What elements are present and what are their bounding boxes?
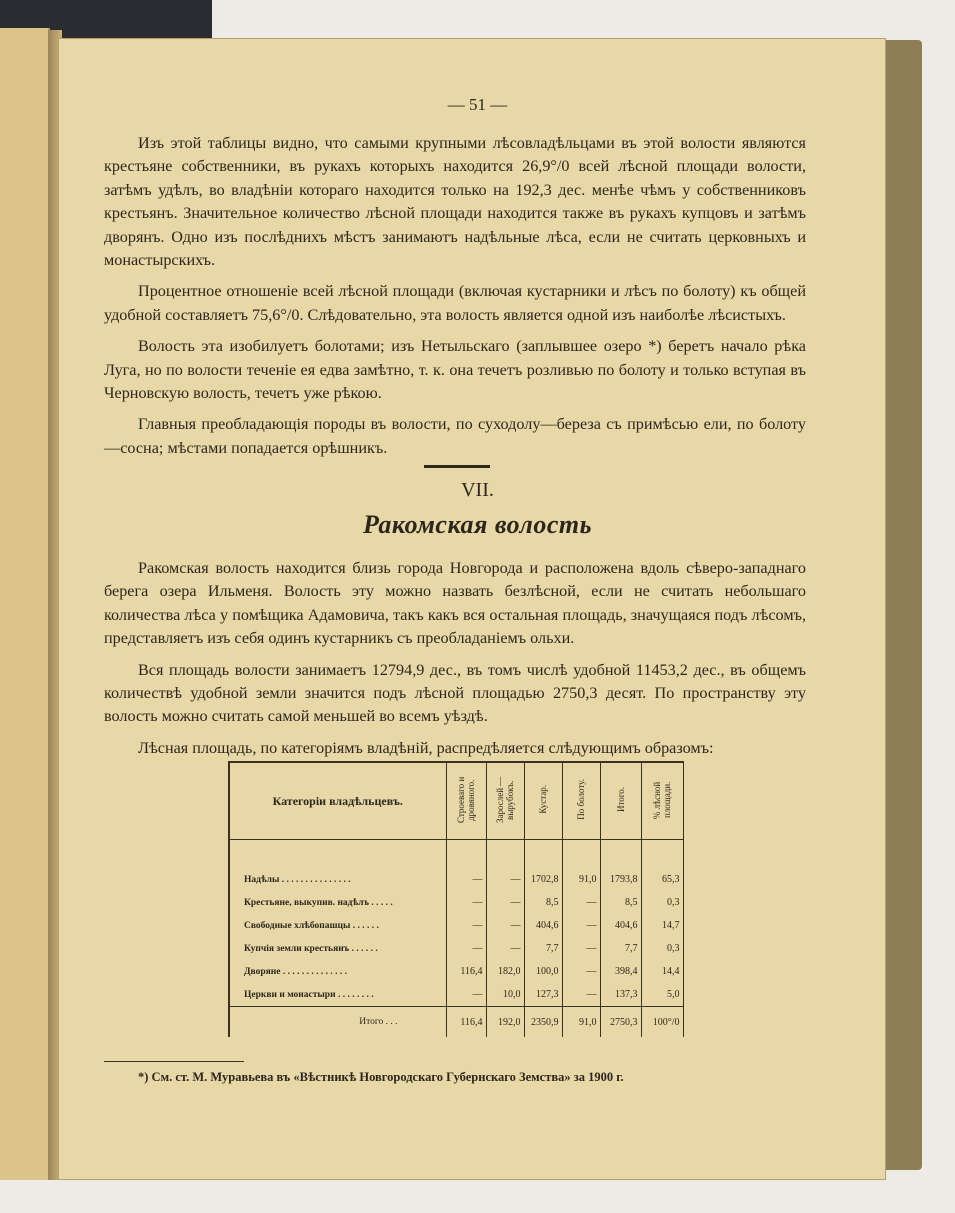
table-cell: 91,0 — [562, 868, 600, 891]
paragraph: Вся площадь волости занимаетъ 12794,9 дес., въ томъ числѣ удобной 11453,2 дес., въ общемъ количествѣ удобной земли значится подъ лѣсной площадью 2750,3 десят. По пространству эту волость можно считать самой меньшей во всемъ уѣздѣ. — [104, 660, 806, 726]
section-text-block — [104, 557, 806, 760]
table-cell: 8,5 — [524, 891, 562, 914]
intro-text-block — [104, 132, 806, 460]
table-cell: — — [486, 914, 524, 937]
table-cell: Свободные хлѣбопашцы . . . . . . — [229, 914, 446, 937]
column-header: По болоту. — [562, 762, 600, 840]
paragraph: Процентное отношеніе всей лѣсной площади (включая кустарники и лѣсъ по болоту) къ общей удобной составляетъ 75,6°/0. Слѣдовательно, эта волость является одной изъ наиболѣе лѣсистыхъ. — [104, 282, 806, 324]
table-cell: — — [562, 983, 600, 1007]
table-cell: — — [446, 914, 486, 937]
footnote: *) См. ст. М. Муравьева въ «Вѣстникѣ Новгородскаго Губернскаго Земства» за 1900 г. — [138, 1070, 624, 1084]
table-cell: — — [486, 937, 524, 960]
table-cell: 404,6 — [600, 914, 641, 937]
table-row — [229, 983, 683, 1007]
column-header: Итого. — [600, 762, 641, 840]
table-cell: — — [446, 937, 486, 960]
table-cell: Надѣлы . . . . . . . . . . . . . . . — [229, 868, 446, 891]
table-cell: Итого . . . — [229, 1007, 446, 1038]
table-cell: 14,4 — [641, 960, 683, 983]
table-cell: 5,0 — [641, 983, 683, 1007]
table-total-row — [229, 1007, 683, 1038]
table-cell: — — [562, 914, 600, 937]
page-number: — 51 — — [447, 95, 508, 114]
column-header: Зарослей — вырубокъ. — [486, 762, 524, 840]
paragraph: Изъ этой таблицы видно, что самыми крупными лѣсовладѣльцами въ этой волости являются крестьяне собственники, въ рукахъ которыхъ находится 26,9°/0 всей лѣсной площади волости, затѣмъ удѣлъ, во владѣніи котораго находится только на 192,3 дес. менѣе чѣмъ у собственниковъ крестьянъ. Значительное количество лѣсной площади находится также въ рукахъ купцовъ и затѣмъ дворянъ. Одно изъ послѣднихъ мѣстъ занимаютъ надѣльные лѣса, если не считать церковныхъ и монастырскихъ. — [104, 134, 806, 270]
paragraph: Ракомская волость находится близь города Новгорода и расположена вдоль сѣверо-западнаго берега озера Ильменя. Волость эту можно назвать безлѣсной, если не считать небольшаго количества лѣса у помѣщика Адамовича, такъ какъ вся остальная площадь, значущаяся подъ лѣсомъ, представляетъ изъ себя одинъ кустарникъ съ преобладаніемъ ольхи. — [104, 559, 806, 648]
table-cell: 2750,3 — [600, 1007, 641, 1038]
table-row — [229, 960, 683, 983]
paragraph: Волость эта изобилуетъ болотами; изъ Нетыльскаго (заплывшее озеро *) беретъ начало рѣка Луга, но по волости теченіе ея едва замѣтно, т. к. она течетъ розливью по болоту и только вступая въ Черновскую волость, течетъ уже рѣкою. — [104, 337, 806, 403]
table-cell: 100°/0 — [641, 1007, 683, 1038]
table-cell: 137,3 — [600, 983, 641, 1007]
facing-page-edge — [0, 28, 50, 1180]
table-row — [229, 868, 683, 891]
table-cell: 14,7 — [641, 914, 683, 937]
table-cell: 192,0 — [486, 1007, 524, 1038]
table-cell: 127,3 — [524, 983, 562, 1007]
table-cell: 0,3 — [641, 937, 683, 960]
table-cell: 10,0 — [486, 983, 524, 1007]
table-cell: 8,5 — [600, 891, 641, 914]
table-cell: — — [562, 891, 600, 914]
table-cell: 398,4 — [600, 960, 641, 983]
table-cell: — — [446, 983, 486, 1007]
table-cell: 7,7 — [600, 937, 641, 960]
table-row — [229, 937, 683, 960]
book-cover-edge — [880, 40, 922, 1170]
table-cell: 404,6 — [524, 914, 562, 937]
table-cell: Дворяне . . . . . . . . . . . . . . — [229, 960, 446, 983]
forest-area-table — [228, 761, 682, 1037]
table-cell: 0,3 — [641, 891, 683, 914]
column-header: Строеваго и дровяного. — [446, 762, 486, 840]
footnote-divider — [104, 1061, 244, 1062]
table-cell: — — [562, 960, 600, 983]
section-number: VII. — [461, 479, 494, 501]
section-title: Ракомская волость — [363, 510, 592, 539]
table-cell: 116,4 — [446, 960, 486, 983]
table-row — [229, 891, 683, 914]
table-cell: 1702,8 — [524, 868, 562, 891]
table-cell: — — [446, 868, 486, 891]
table-cell: — — [446, 891, 486, 914]
table-cell: Крестьяне, выкупив. надѣлъ . . . . . — [229, 891, 446, 914]
table-header-row — [229, 762, 683, 840]
section-divider — [424, 465, 490, 468]
table-row — [229, 914, 683, 937]
table-cell: Купчія земли крестьянъ . . . . . . — [229, 937, 446, 960]
table-cell: 182,0 — [486, 960, 524, 983]
table-cell: 2350,9 — [524, 1007, 562, 1038]
paragraph: Лѣсная площадь, по категоріямъ владѣній, распредѣляется слѣдующимъ образомъ: — [138, 738, 714, 757]
table-cell: — — [562, 937, 600, 960]
table-cell: 65,3 — [641, 868, 683, 891]
paragraph: Главныя преобладающія породы въ волости, по суходолу—береза съ примѣсью ели, по болоту—сосна; мѣстами попадается орѣшникъ. — [104, 415, 806, 457]
column-header: % лѣсной площади. — [641, 762, 683, 840]
column-header: Кустар. — [524, 762, 562, 840]
table-cell: 7,7 — [524, 937, 562, 960]
column-header: Категоріи владѣльцевъ. — [229, 762, 446, 840]
table-spacer-row — [229, 840, 683, 869]
table-cell: 100,0 — [524, 960, 562, 983]
table-cell: 1793,8 — [600, 868, 641, 891]
table-cell: — — [486, 868, 524, 891]
table-cell: Церкви и монастыри . . . . . . . . — [229, 983, 446, 1007]
table-cell: 116,4 — [446, 1007, 486, 1038]
table-cell: 91,0 — [562, 1007, 600, 1038]
table-cell: — — [486, 891, 524, 914]
